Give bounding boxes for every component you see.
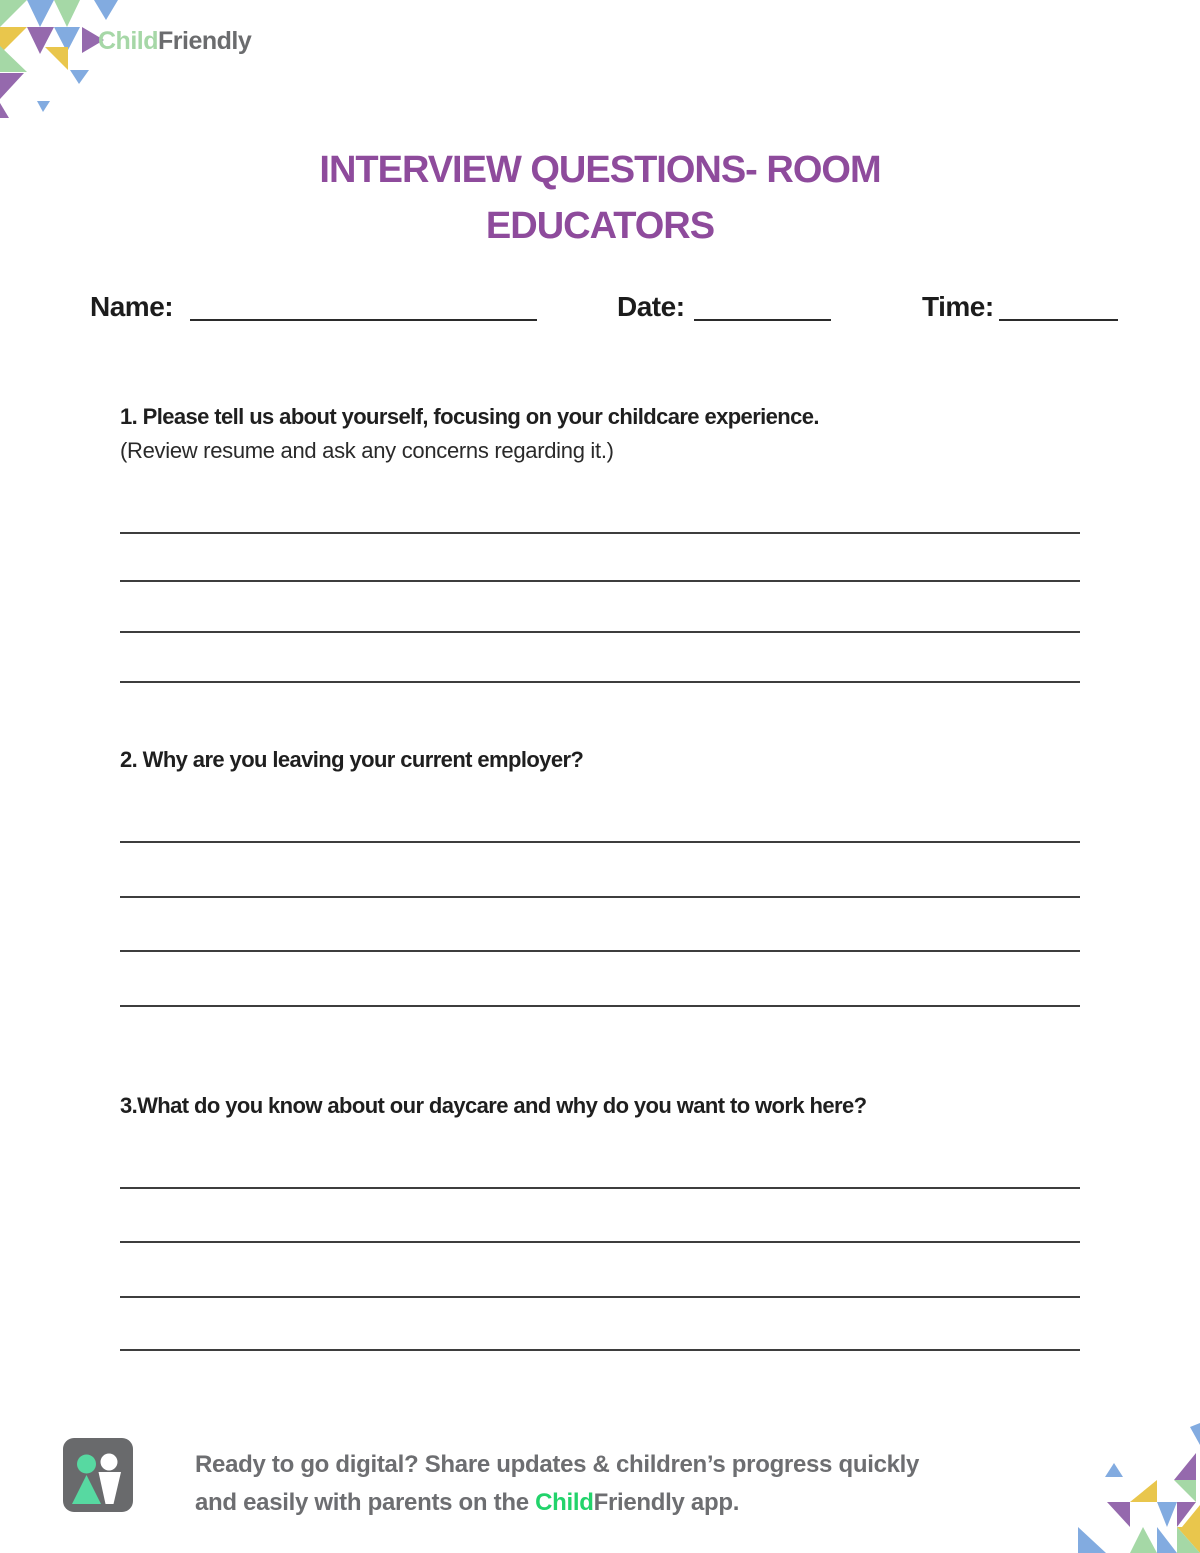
page-title-line2: EDUCATORS [485, 205, 715, 247]
brand-logo [98, 27, 251, 56]
answer-line[interactable] [120, 681, 1080, 683]
date-label: Date: [617, 291, 685, 322]
page-title [0, 142, 1200, 254]
page-title-line1: INTERVIEW QUESTIONS- ROOM [319, 149, 881, 191]
answer-line[interactable] [120, 841, 1080, 843]
time-label: Time: [922, 291, 994, 322]
date-field-line[interactable] [694, 319, 831, 321]
question-3-heading: 3.What do you know about our daycare and why do you want to work here? [120, 1093, 867, 1118]
answer-line[interactable] [120, 580, 1080, 582]
question-2-heading: 2. Why are you leaving your current employer? [120, 747, 584, 772]
question-1-heading: 1. Please tell us about yourself, focusing on your childcare experience. [120, 404, 819, 429]
answer-line[interactable] [120, 1349, 1080, 1351]
brand-logo-child: Child [98, 27, 158, 55]
answer-line[interactable] [120, 1187, 1080, 1189]
triangle-mosaic-bottom-right-decoration [1070, 1423, 1200, 1553]
triangle-mosaic-top-left-decoration [0, 0, 130, 125]
answer-line[interactable] [120, 1241, 1080, 1243]
answer-line[interactable] [120, 532, 1080, 534]
brand-logo-friendly: Friendly [158, 27, 252, 55]
footer-promo-line2-prefix: and easily with parents on the [195, 1489, 536, 1516]
answer-line[interactable] [120, 1296, 1080, 1298]
name-field-line[interactable] [190, 319, 537, 321]
name-label: Name: [90, 291, 174, 322]
footer-promo-line2-suffix: Friendly app. [593, 1489, 740, 1516]
answer-line[interactable] [120, 631, 1080, 633]
footer-promo-line1: Ready to go digital? Share updates & children’s progress quickly [195, 1451, 920, 1478]
answer-line[interactable] [120, 950, 1080, 952]
footer-promo-text [195, 1446, 1095, 1522]
answer-line[interactable] [120, 1005, 1080, 1007]
people-app-icon [63, 1438, 133, 1512]
question-1-note: (Review resume and ask any concerns regarding it.) [120, 438, 614, 463]
answer-line[interactable] [120, 896, 1080, 898]
time-field-line[interactable] [999, 319, 1118, 321]
footer-brand-child: Child [535, 1489, 594, 1516]
